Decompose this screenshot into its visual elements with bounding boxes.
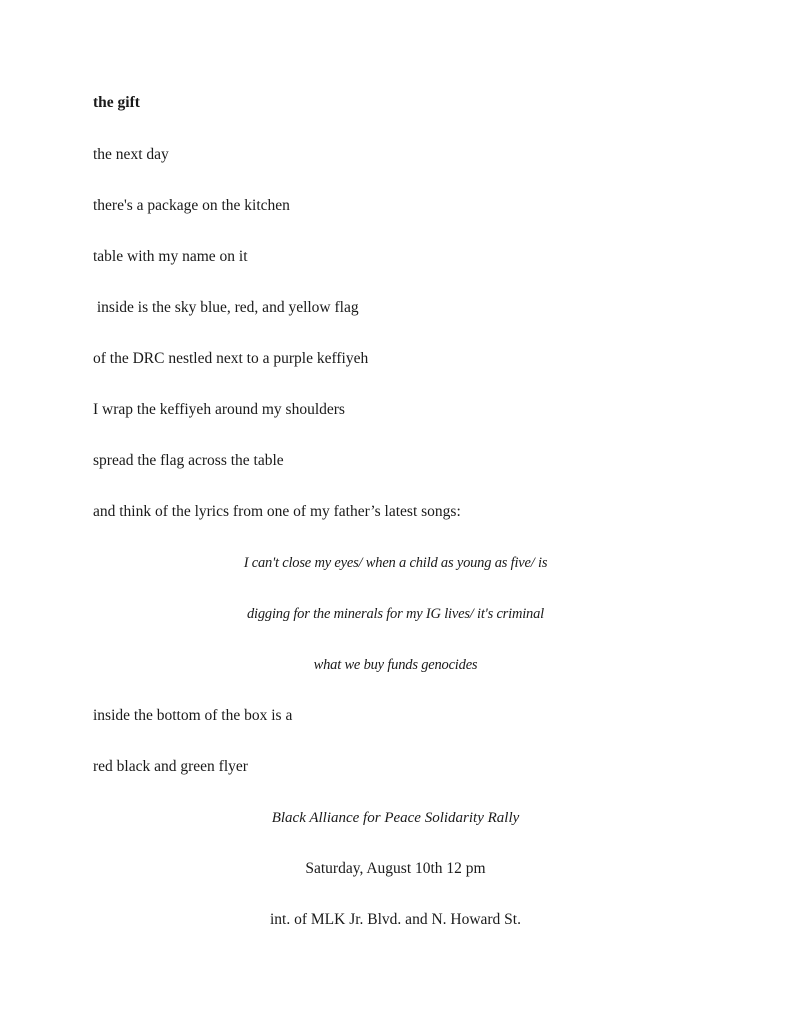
lyric-line: I can't close my eyes/ when a child as young as five/ is	[243, 555, 548, 571]
flyer-date: Saturday, August 10th 12 pm	[305, 860, 486, 877]
poem-line: spread the flag across the table	[93, 452, 284, 469]
poem-line: of the DRC nestled next to a purple keffiyeh	[93, 350, 369, 367]
poem-line: red black and green flyer	[93, 758, 248, 775]
poem-line: there's a package on the kitchen	[93, 197, 290, 214]
flyer-location: int. of MLK Jr. Blvd. and N. Howard St.	[269, 911, 521, 928]
flyer-title: Black Alliance for Peace Solidarity Rally	[271, 810, 520, 826]
poem-line: inside the bottom of the box is a	[93, 707, 293, 724]
lyric-line: what we buy funds genocides	[313, 657, 478, 673]
poem-line: the next day	[93, 146, 169, 163]
poem-line: and think of the lyrics from one of my father’s latest songs:	[93, 503, 461, 520]
poem-line: table with my name on it	[93, 248, 248, 265]
poem-line: I wrap the keffiyeh around my shoulders	[93, 401, 345, 418]
lyric-line: digging for the minerals for my IG lives/ it's criminal	[247, 606, 544, 622]
poem-title: the gift	[93, 94, 140, 111]
poem-line: inside is the sky blue, red, and yellow flag	[93, 299, 359, 316]
